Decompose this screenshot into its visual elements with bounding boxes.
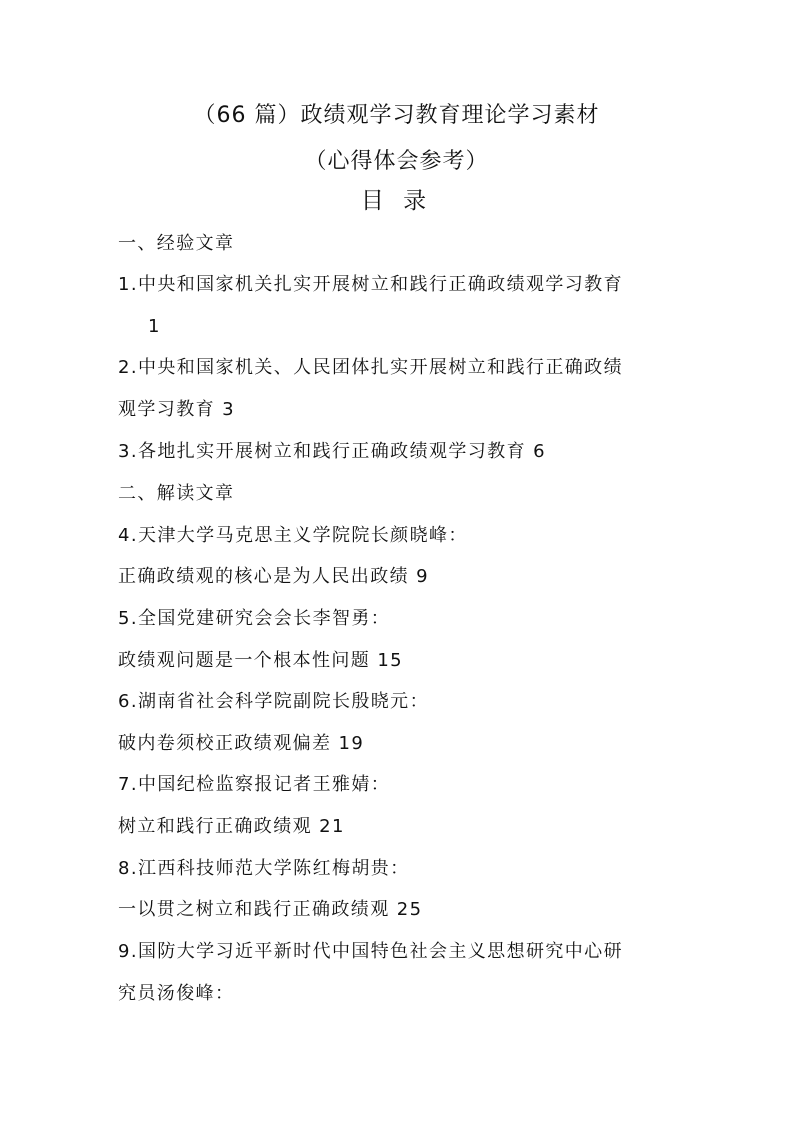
toc-section-heading: 二、解读文章 bbox=[118, 483, 235, 504]
document-subtitle: （心得体会参考） bbox=[304, 149, 489, 174]
toc-page-number: 1 bbox=[148, 316, 161, 337]
toc-entry: 9.国防大学习近平新时代中国特色社会主义思想研究中心研 bbox=[118, 941, 623, 962]
toc-entry-continuation: 究员汤俊峰： bbox=[118, 983, 235, 1004]
toc-entry-title: 破内卷须校正政绩观偏差 19 bbox=[118, 733, 365, 754]
toc-entry-title: 正确政绩观的核心是为人民出政绩 9 bbox=[118, 566, 429, 587]
toc-entry-title: 一以贯之树立和践行正确政绩观 25 bbox=[118, 899, 423, 920]
toc-entry-title: 政绩观问题是一个根本性问题 15 bbox=[118, 650, 404, 671]
toc-entry-author: 8.江西科技师范大学陈红梅胡贵： bbox=[118, 858, 410, 879]
toc-section-heading: 一、经验文章 bbox=[118, 233, 235, 254]
toc-entry: 1.中央和国家机关扎实开展树立和践行正确政绩观学习教育 bbox=[118, 274, 623, 295]
toc-heading: 目 录 bbox=[360, 188, 433, 214]
toc-entry-author: 5.全国党建研究会会长李智勇： bbox=[118, 608, 391, 629]
toc-entry: 2.中央和国家机关、人民团体扎实开展树立和践行正确政绩 bbox=[118, 357, 623, 378]
toc-entry-author: 4.天津大学马克思主义学院院长颜晓峰： bbox=[118, 525, 468, 546]
document-title: （66 篇）政绩观学习教育理论学习素材 bbox=[193, 103, 600, 128]
toc-entry-author: 7.中国纪检监察报记者王雅婧： bbox=[118, 774, 391, 795]
toc-entry: 3.各地扎实开展树立和践行正确政绩观学习教育 6 bbox=[118, 441, 546, 462]
toc-entry-author: 6.湖南省社会科学院副院长殷晓元： bbox=[118, 691, 429, 712]
toc-entry-title: 树立和践行正确政绩观 21 bbox=[118, 816, 345, 837]
toc-entry-continuation: 观学习教育 3 bbox=[118, 399, 235, 420]
